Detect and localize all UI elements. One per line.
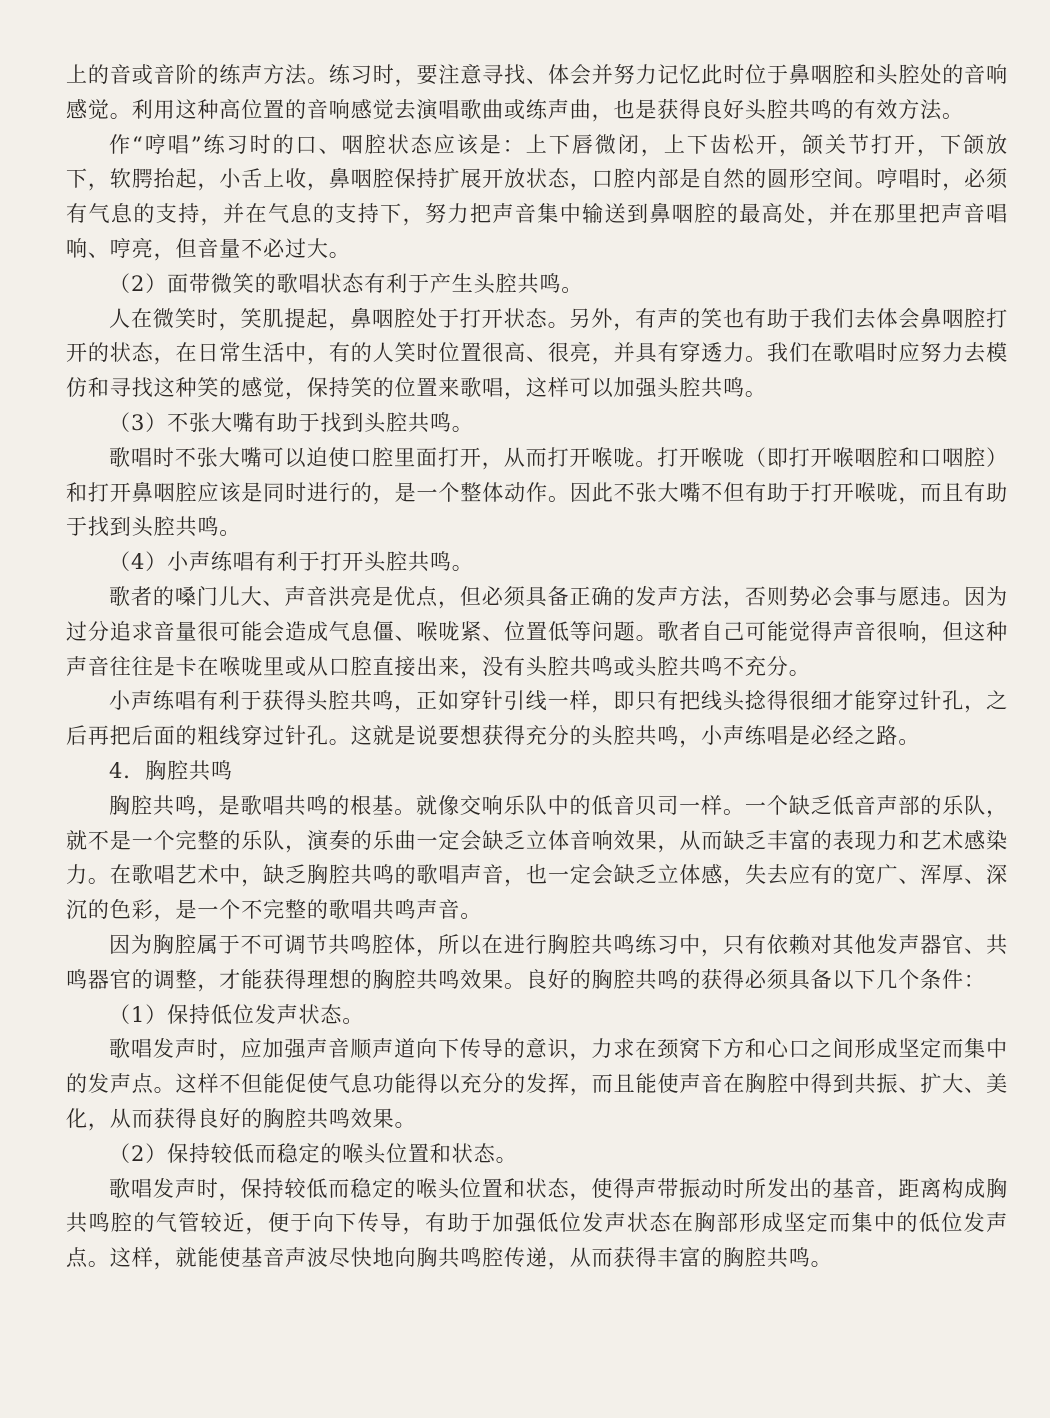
heading-soft-singing: （4）小声练唱有利于打开头腔共鸣。 [109, 550, 474, 575]
paragraph-loud-voice: 歌者的嗓门儿大、声音洪亮是优点，但必须具备正确的发声方法，否则势必会事与愿违。因为过分追求音量很可能会造成气息僵、喉咙紧、位置低等问题。歌者自己可能觉得声音很响，但这种声音往往是卡在喉咙里或从口腔直接出来，没有头腔共鸣或头腔共鸣不充分。 [66, 584, 1008, 679]
paragraph-chest-conditions: 因为胸腔属于不可调节共鸣腔体，所以在进行胸腔共鸣练习中，只有依赖对其他发声器官、共鸣器官的调整，才能获得理想的胸腔共鸣效果。良好的胸腔共鸣的获得必须具备以下几个条件： [66, 932, 1008, 992]
section-heading-chest-resonance: 4．胸腔共鸣 [109, 758, 233, 783]
paragraph-humming-state: 作“哼唱”练习时的口、咽腔状态应该是：上下唇微闭，上下齿松开，颌关节打开，下颌放下，软腭抬起，小舌上收，鼻咽腔保持扩展开放状态，口腔内部是自然的圆形空间。哼唱时，必须有气息的支持，并在气息的支持下，努力把声音集中输送到鼻咽腔的最高处，并在那里把声音唱响、哼亮，但音量不必过大。 [66, 132, 1008, 261]
heading-larynx-position: （2）保持较低而稳定的喉头位置和状态。 [109, 1141, 518, 1166]
paragraph-no-wide-mouth: 歌唱时不张大嘴可以迫使口腔里面打开，从而打开喉咙。打开喉咙（即打开喉咽腔和口咽腔）和打开鼻咽腔应该是同时进行的，是一个整体动作。因此不张大嘴不但有助于打开喉咙，而且有助于找到头腔共鸣。 [66, 445, 1008, 540]
heading-no-wide-mouth: （3）不张大嘴有助于找到头腔共鸣。 [109, 410, 474, 435]
heading-low-position: （1）保持低位发声状态。 [109, 1002, 365, 1027]
paragraph-continuation: 上的音或音阶的练声方法。练习时，要注意寻找、体会并努力记忆此时位于鼻咽腔和头腔处的音响感觉。利用这种高位置的音响感觉去演唱歌曲或练声曲，也是获得良好头腔共鸣的有效方法。 [66, 63, 1008, 122]
paragraph-low-position: 歌唱发声时，应加强声音顺声道向下传导的意识，力求在颈窝下方和心口之间形成坚定而集中的发声点。这样不但能促使气息功能得以充分的发挥，而且能使声音在胸腔中得到共振、扩大、美化，从而获得良好的胸腔共鸣效果。 [66, 1037, 1008, 1131]
paragraph-larynx-position: 歌唱发声时，保持较低而稳定的喉头位置和状态，使得声带振动时所发出的基音，距离构成胸共鸣腔的气管较近，便于向下传导，有助于加强低位发声状态在胸部形成坚定而集中的低位发声点。这样，就能使基音声波尽快地向胸共鸣腔传递，从而获得丰富的胸腔共鸣。 [66, 1176, 1008, 1271]
heading-smile-state: （2）面带微笑的歌唱状态有利于产生头腔共鸣。 [109, 271, 584, 296]
paragraph-threading-needle: 小声练唱有利于获得头腔共鸣，正如穿针引线一样，即只有把线头捻得很细才能穿过针孔，之后再把后面的粗线穿过针孔。这就是说要想获得充分的头腔共鸣，小声练唱是必经之路。 [66, 689, 1008, 749]
paragraph-smile: 人在微笑时，笑肌提起，鼻咽腔处于打开状态。另外，有声的笑也有助于我们去体会鼻咽腔打开的状态，在日常生活中，有的人笑时位置很高、很亮，并具有穿透力。我们在歌唱时应努力去模仿和寻找这种笑的感觉，保持笑的位置来歌唱，这样可以加强头腔共鸣。 [66, 306, 1008, 401]
paragraph-chest-foundation: 胸腔共鸣，是歌唱共鸣的根基。就像交响乐队中的低音贝司一样。一个缺乏低音声部的乐队，就不是一个完整的乐队，演奏的乐曲一定会缺乏立体音响效果，从而缺乏丰富的表现力和艺术感染力。在歌唱艺术中，缺乏胸腔共鸣的歌唱声音，也一定会缺乏立体感，失去应有的宽广、浑厚、深沉的色彩，是一个不完整的歌唱共鸣声音。 [66, 793, 1008, 923]
